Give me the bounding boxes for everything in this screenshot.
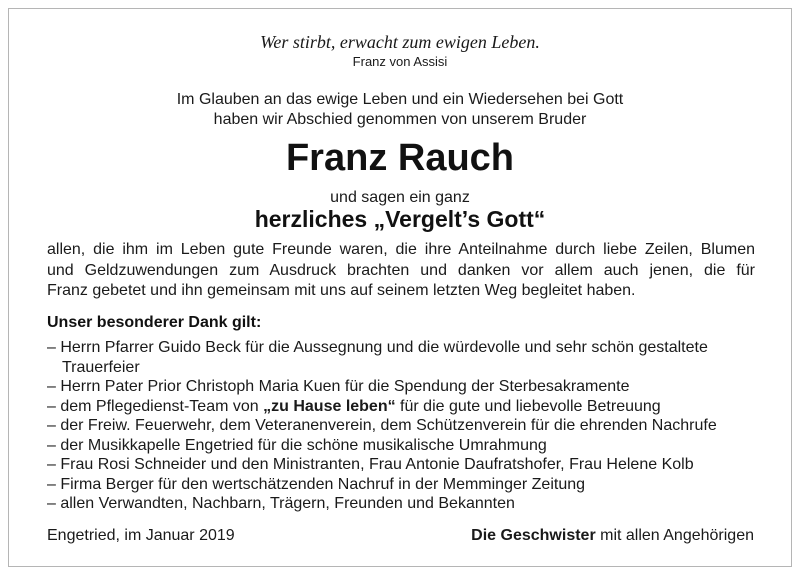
special-thanks-list	[47, 338, 767, 514]
list-item-text: – der Musikkapelle Engetried für die schöne musikalische Umrahmung	[47, 436, 547, 454]
special-thanks-heading: Unser besonderer Dank gilt:	[47, 314, 262, 331]
list-item	[47, 416, 767, 436]
quote-text: Wer stirbt, erwacht zum ewigen Leben.	[260, 32, 540, 52]
body-line: allen, die ihm im Leben gute Freunde waren, die ihre Anteilnahme durch liebe Zeilen, Blumen	[47, 241, 755, 258]
list-item-emphasis: „zu Hause leben“	[263, 397, 396, 415]
and-say-text: und sagen ein ganz	[330, 189, 470, 206]
body-line: Franz gebetet und ihn gemeinsam mit uns auf seinem letzten Weg begleitet haben.	[47, 282, 636, 299]
intro-text	[0, 90, 800, 130]
intro-line: Im Glauben an das ewige Leben und ein Wiedersehen bei Gott	[176, 91, 624, 108]
list-item	[47, 475, 767, 495]
list-item	[47, 494, 767, 514]
place-date: Engetried, im Januar 2019	[47, 527, 235, 544]
signer-rest: mit allen Angehörigen	[595, 527, 754, 544]
list-item-text: – dem Pflegedienst-Team von	[47, 397, 264, 415]
signature	[471, 527, 754, 545]
list-item-text: – Herrn Pater Prior Christoph Maria Kuen für die Spendung der Sterbesakramente	[47, 378, 630, 395]
list-item-text: für die gute und liebevolle Betreuung	[395, 397, 661, 415]
list-item	[47, 397, 767, 417]
list-item-continuation	[47, 358, 767, 378]
signer-name: Die Geschwister	[471, 527, 596, 544]
list-item	[47, 338, 767, 358]
deceased-name: Franz Rauch	[285, 137, 515, 179]
quote-author: Franz von Assisi	[352, 54, 448, 69]
list-item-text: Trauerfeier	[62, 358, 140, 376]
body-line: und Geldzuwendungen zum Ausdruck brachten und danken vor allem auch jenen, die für	[47, 261, 755, 279]
list-item-text: – der Freiw. Feuerwehr, dem Veteranenverein, dem Schützenverein für die ehrenden Nachrufe	[47, 417, 717, 434]
intro-line: haben wir Abschied genommen von unserem Bruder	[213, 111, 587, 128]
list-item-text: – Frau Rosi Schneider und den Ministranten, Frau Antonie Daufratshofer, Frau Helene Kolb	[47, 456, 694, 473]
list-item-text: – Firma Berger für den wertschätzenden Nachruf in der Memminger Zeitung	[47, 475, 586, 493]
thanks-body	[47, 240, 755, 302]
list-item	[47, 377, 767, 397]
thanks-heading: herzliches „Vergelt’s Gott“	[254, 206, 546, 232]
list-item	[47, 455, 767, 475]
list-item-text: – Herrn Pfarrer Guido Beck für die Aussegnung und die würdevolle und sehr schön gestaltete	[47, 339, 708, 356]
list-item-text: – allen Verwandten, Nachbarn, Trägern, Freunden und Bekannten	[47, 495, 515, 512]
list-item	[47, 436, 767, 456]
